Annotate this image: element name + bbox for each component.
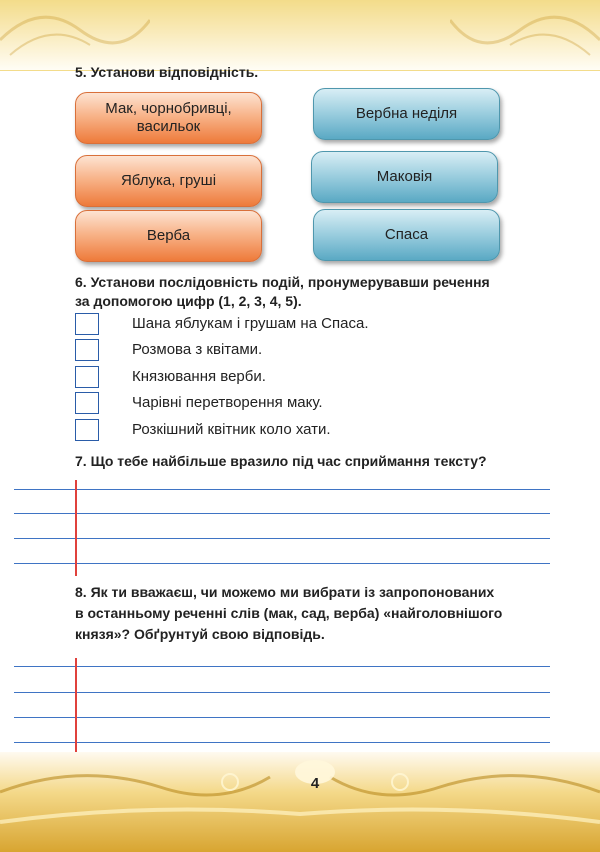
ornament-swirl-icon <box>0 752 600 852</box>
ornament-swirl-icon <box>450 0 600 60</box>
match-right-item[interactable] <box>311 151 498 203</box>
number-box[interactable] <box>75 366 99 388</box>
task8-heading-line3: князя»? Обґрунтуй свою відповідь. <box>75 626 325 642</box>
match-left-item[interactable] <box>75 92 262 144</box>
writing-line <box>14 717 550 718</box>
margin-line <box>75 480 77 576</box>
task8-heading-line1: 8. Як ти вважаєш, чи можемо ми вибрати із запропонованих <box>75 584 495 600</box>
match-right-item[interactable] <box>313 88 500 140</box>
number-box[interactable] <box>75 392 99 414</box>
margin-line <box>75 658 77 756</box>
top-ornament <box>0 0 600 71</box>
task5-heading: 5. Установи відповідність. <box>75 64 259 80</box>
match-left-item[interactable] <box>75 155 262 207</box>
page-number: 4 <box>310 775 320 792</box>
task6-heading-line2: за допомогою цифр (1, 2, 3, 4, 5). <box>75 293 302 309</box>
order-item-text: Шана яблукам і грушам на Спаса. <box>132 315 369 332</box>
bottom-ornament <box>0 752 600 852</box>
writing-line <box>14 513 550 514</box>
match-left-label: Верба <box>146 227 191 244</box>
match-right-item[interactable] <box>313 209 500 261</box>
order-item-text: Розкішний квітник коло хати. <box>132 421 331 438</box>
writing-line <box>14 563 550 564</box>
order-item-text: Князювання верби. <box>132 368 266 385</box>
match-right-label: Спаса <box>384 226 429 243</box>
writing-line <box>14 489 550 490</box>
order-item-text: Розмова з квітами. <box>132 341 263 358</box>
writing-line <box>14 742 550 743</box>
number-box[interactable] <box>75 339 99 361</box>
number-box[interactable] <box>75 419 99 441</box>
ornament-swirl-icon <box>0 0 150 60</box>
match-right-label: Маковія <box>376 168 433 185</box>
match-left-label: Мак, чорнобривці, васильок <box>105 100 232 135</box>
match-right-label: Вербна неділя <box>355 105 458 122</box>
match-left-item[interactable] <box>75 210 262 262</box>
task6-heading-line1: 6. Установи послідовність подій, пронумерувавши речення <box>75 274 490 290</box>
task7-heading: 7. Що тебе найбільше вразило під час сприймання тексту? <box>75 453 487 469</box>
writing-line <box>14 666 550 667</box>
order-item-text: Чарівні перетворення маку. <box>132 394 323 411</box>
number-box[interactable] <box>75 313 99 335</box>
task8-heading-line2: в останньому реченні слів (мак, сад, верба) «найголовнішого <box>75 605 503 621</box>
writing-line <box>14 538 550 539</box>
writing-line <box>14 692 550 693</box>
match-left-label: Яблука, груші <box>120 172 217 189</box>
